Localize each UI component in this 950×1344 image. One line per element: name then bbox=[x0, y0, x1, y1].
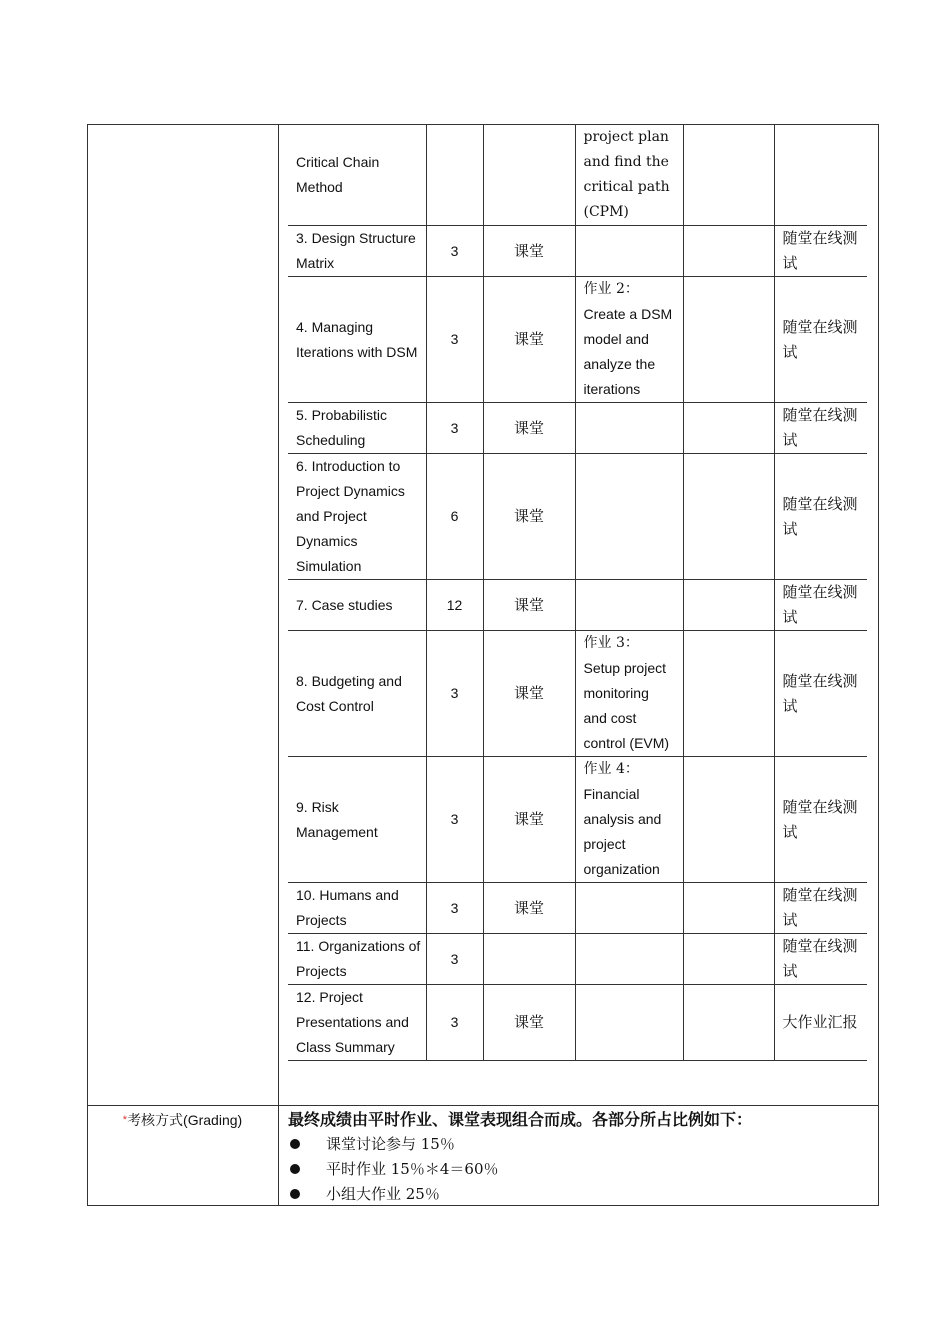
test-cell bbox=[774, 125, 867, 226]
notes-cell bbox=[683, 125, 774, 226]
required-star: * bbox=[122, 1114, 128, 1126]
assignment-line: organization bbox=[583, 861, 660, 877]
schedule-row bbox=[288, 580, 867, 631]
topic-cell: 8. Budgeting and Cost Control bbox=[288, 631, 426, 757]
hours-cell: 3 bbox=[426, 985, 483, 1061]
hours-cell: 3 bbox=[426, 226, 483, 277]
notes-cell bbox=[683, 985, 774, 1061]
mode-cell: 课堂 bbox=[483, 883, 575, 934]
assignment-line: project bbox=[583, 836, 626, 852]
assignment-line: Financial bbox=[583, 786, 640, 802]
topic-cell: 3. Design Structure Matrix bbox=[288, 226, 426, 277]
grading-item: 平时作业 15％＊4＝60％ bbox=[288, 1157, 873, 1182]
assignment-cell bbox=[575, 125, 683, 226]
assignment-cell bbox=[575, 883, 683, 934]
hours-cell: 3 bbox=[426, 934, 483, 985]
assignment-cell bbox=[575, 631, 683, 757]
mode-cell: 课堂 bbox=[483, 985, 575, 1061]
topic-cell: 12. Project Presentations and Class Summary bbox=[288, 985, 426, 1061]
test-cell: 随堂在线测试 bbox=[774, 277, 867, 403]
notes-cell bbox=[683, 277, 774, 403]
notes-cell bbox=[683, 226, 774, 277]
assignment-line: model and bbox=[583, 331, 649, 347]
test-cell: 随堂在线测试 bbox=[774, 403, 867, 454]
topic-cell: 11. Organizations of Projects bbox=[288, 934, 426, 985]
topic-cell: 5. Probabilistic Scheduling bbox=[288, 403, 426, 454]
schedule-row bbox=[288, 883, 867, 934]
bullet-icon bbox=[290, 1164, 300, 1174]
schedule-row bbox=[288, 226, 867, 277]
notes-cell bbox=[683, 580, 774, 631]
grading-item: 小组大作业 25％ bbox=[288, 1182, 873, 1207]
schedule-row bbox=[288, 934, 867, 985]
assignment-cell bbox=[575, 580, 683, 631]
schedule-row bbox=[288, 403, 867, 454]
hours-cell: 3 bbox=[426, 631, 483, 757]
test-cell: 随堂在线测试 bbox=[774, 454, 867, 580]
mode-cell: 课堂 bbox=[483, 277, 575, 403]
grading-item: 课堂讨论参与 15％ bbox=[288, 1132, 873, 1157]
notes-cell bbox=[683, 403, 774, 454]
assignment-line: Setup project bbox=[583, 660, 666, 676]
assignment-cell bbox=[575, 277, 683, 403]
schedule-row bbox=[288, 631, 867, 757]
notes-cell bbox=[683, 934, 774, 985]
topic-cell: 9. Risk Management bbox=[288, 757, 426, 883]
schedule-row bbox=[288, 125, 867, 226]
hours-cell: 6 bbox=[426, 454, 483, 580]
column-divider bbox=[278, 124, 279, 1206]
test-cell: 大作业汇报 bbox=[774, 985, 867, 1061]
mode-cell: 课堂 bbox=[483, 580, 575, 631]
schedule-row bbox=[288, 757, 867, 883]
topic-cell: 4. Managing Iterations with DSM bbox=[288, 277, 426, 403]
test-cell: 随堂在线测试 bbox=[774, 580, 867, 631]
mode-cell: 课堂 bbox=[483, 403, 575, 454]
grading-label bbox=[87, 1106, 278, 1134]
hours-cell: 3 bbox=[426, 757, 483, 883]
mode-cell: 课堂 bbox=[483, 631, 575, 757]
mode-cell bbox=[483, 125, 575, 226]
assignment-cell bbox=[575, 985, 683, 1061]
assignment-line: Create a DSM bbox=[583, 306, 673, 322]
schedule-table bbox=[288, 124, 867, 1061]
assignment-cell bbox=[575, 226, 683, 277]
topic-cell: 10. Humans and Projects bbox=[288, 883, 426, 934]
assignment-line: project plan bbox=[583, 129, 669, 145]
test-cell: 随堂在线测试 bbox=[774, 883, 867, 934]
notes-cell bbox=[683, 757, 774, 883]
notes-cell bbox=[683, 883, 774, 934]
test-cell: 随堂在线测试 bbox=[774, 631, 867, 757]
topic-cell: 7. Case studies bbox=[288, 580, 426, 631]
mode-cell: 课堂 bbox=[483, 226, 575, 277]
mode-cell bbox=[483, 934, 575, 985]
assignment-line: critical path bbox=[583, 179, 670, 195]
assignment-line: (CPM) bbox=[583, 204, 629, 220]
hours-cell: 3 bbox=[426, 883, 483, 934]
assignment-line: monitoring bbox=[583, 685, 649, 701]
assignment-line: 作业 3： bbox=[583, 635, 639, 651]
assignment-line: and cost bbox=[583, 710, 637, 726]
hours-cell: 12 bbox=[426, 580, 483, 631]
schedule-row bbox=[288, 277, 867, 403]
assignment-line: and find the bbox=[583, 154, 669, 170]
topic-cell: Critical Chain Method bbox=[288, 125, 426, 226]
schedule-body bbox=[288, 125, 867, 1061]
notes-cell bbox=[683, 454, 774, 580]
grading-list bbox=[288, 1132, 873, 1207]
mode-cell: 课堂 bbox=[483, 757, 575, 883]
hours-cell bbox=[426, 125, 483, 226]
hours-cell: 3 bbox=[426, 277, 483, 403]
test-cell: 随堂在线测试 bbox=[774, 934, 867, 985]
assignment-line: analyze the bbox=[583, 356, 656, 372]
topic-cell: 6. Introduction to Project Dynamics and Project Dynamics Simulation bbox=[288, 454, 426, 580]
schedule-row bbox=[288, 985, 867, 1061]
assignment-line: 作业 4： bbox=[583, 761, 639, 777]
schedule-row bbox=[288, 454, 867, 580]
hours-cell: 3 bbox=[426, 403, 483, 454]
assignment-line: analysis and bbox=[583, 811, 662, 827]
assignment-line: iterations bbox=[583, 381, 641, 397]
test-cell: 随堂在线测试 bbox=[774, 226, 867, 277]
assignment-cell bbox=[575, 454, 683, 580]
test-cell: 随堂在线测试 bbox=[774, 757, 867, 883]
assignment-cell bbox=[575, 403, 683, 454]
grading-title: 最终成绩由平时作业、课堂表现组合而成。各部分所占比例如下： bbox=[288, 1110, 753, 1129]
grading-label-text: 考核方式(Grading) bbox=[127, 1112, 243, 1128]
grading-content bbox=[288, 1108, 873, 1207]
assignment-line: 作业 2： bbox=[583, 281, 639, 297]
assignment-line: control (EVM) bbox=[583, 735, 670, 751]
assignment-cell bbox=[575, 757, 683, 883]
assignment-cell bbox=[575, 934, 683, 985]
mode-cell: 课堂 bbox=[483, 454, 575, 580]
bullet-icon bbox=[290, 1189, 300, 1199]
bullet-icon bbox=[290, 1139, 300, 1149]
notes-cell bbox=[683, 631, 774, 757]
